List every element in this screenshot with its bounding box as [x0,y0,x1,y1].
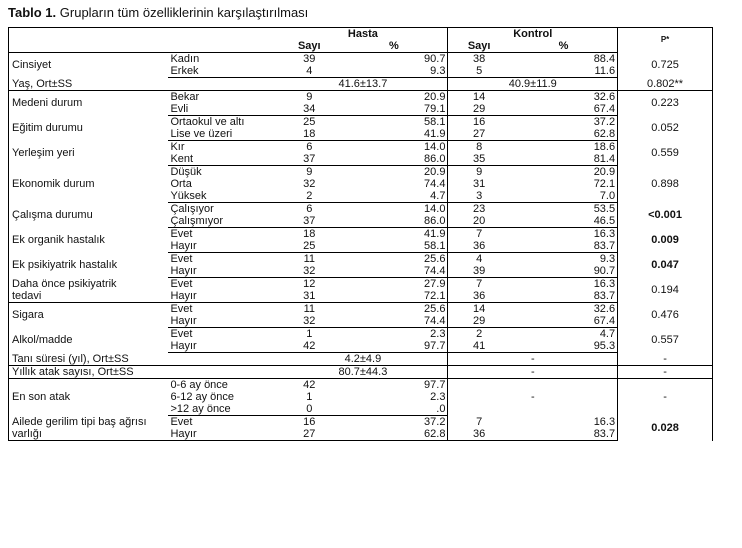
kontrol-percent: 16.3 [593,415,616,428]
hasta-percent: 74.4 [424,178,446,190]
hasta-percent: 97.7 [340,340,448,353]
kontrol-percent: 16.3 [593,228,616,240]
hasta-mean-sd: 4.2±4.9 [278,353,448,366]
kontrol-percent: 32.6 [593,91,616,103]
header-hasta: Hasta [278,28,448,41]
hasta-percent: 14.0 [424,141,446,153]
header-p: P* [618,28,713,53]
kontrol-percent: 16.3 [593,278,616,290]
header-kontrol: Kontrol [448,28,618,41]
hasta-percent: 74.4 [340,265,448,278]
kontrol-percent: 9.3 [599,253,616,265]
row-label-medeni: Medeni durum [9,91,169,116]
comparison-table [8,27,713,441]
kontrol-count: 41 [448,340,510,353]
kontrol-count: 9 [448,166,510,179]
kontrol-percent: 90.7 [510,265,618,278]
sub-label: Kır [170,141,185,153]
kontrol-percent: 4.7 [599,328,616,340]
hasta-percent: 79.1 [340,103,448,116]
row-label-alkol: Alkol/madde [9,328,169,353]
row-label-psikiyatrik: Ek psikiyatrik hastalık [9,253,169,278]
hasta-percent: 14.0 [424,203,446,215]
hasta-count: 39 [303,53,316,65]
hasta-percent: 2.3 [430,328,446,340]
row-label-tani: Tanı süresi (yıl), Ort±SS [9,353,279,366]
hasta-count: 31 [278,290,340,303]
table-row [9,53,713,66]
hasta-count: 25 [303,116,316,128]
sub-label: Çalışmıyor [168,215,278,228]
kontrol-value: - [448,379,618,416]
kontrol-count: 7 [448,416,510,429]
table-row [9,78,713,91]
hasta-count: 37 [278,215,340,228]
kontrol-count: 14 [448,91,510,104]
table-row [9,253,713,266]
hasta-percent: 2.3 [430,391,446,403]
sub-label: Evet [170,328,193,340]
hasta-count: 42 [303,379,316,391]
kontrol-percent: 83.7 [510,240,618,253]
row-label-yas: Yaş, Ort±SS [9,78,169,91]
table-row [9,290,713,303]
hasta-count: 12 [303,278,316,290]
hasta-percent: 97.7 [424,379,446,391]
sub-label: Çalışıyor [170,203,214,215]
p-value: 0.028 [618,416,713,441]
table-row [9,366,713,379]
p-value: <0.001 [618,203,713,228]
hasta-percent: 72.1 [340,290,448,303]
sub-label: Kent [168,153,278,166]
hasta-percent: 37.2 [424,416,446,428]
table-row [9,203,713,216]
row-label-sigara: Sigara [9,303,169,328]
kontrol-percent: 95.3 [510,340,618,353]
table-row [9,379,713,392]
hasta-count: 1 [306,328,313,340]
row-label-ekonomik: Ekonomik durum [9,166,169,203]
hasta-percent: 4.7 [340,190,448,203]
hasta-count: 32 [278,315,340,328]
hasta-count: 25 [278,240,340,253]
hasta-percent: 27.9 [424,278,446,290]
hasta-count: 2 [278,190,340,203]
kontrol-count: 31 [448,178,510,190]
p-value: - [618,366,713,379]
sub-label: Orta [170,178,192,190]
table-row [9,353,713,366]
p-value: 0.557 [618,328,713,353]
table-row [9,428,713,441]
table-row [9,416,713,429]
row-label-organik: Ek organik hastalık [9,228,169,253]
kontrol-count: 4 [448,253,510,266]
row-label-yerlesim: Yerleşim yeri [9,141,169,166]
header-kontrol-sayi: Sayı [448,40,510,53]
row-label-aile-line1: Ailede gerilim tipi baş ağrısı [9,416,169,429]
sub-label: 0-6 ay önce [170,379,228,391]
row-label-cinsiyet: Cinsiyet [9,53,169,78]
kontrol-percent: 18.6 [593,141,616,153]
kontrol-percent: 83.7 [510,428,618,441]
hasta-count: 18 [303,228,316,240]
row-label-atak: Yıllık atak sayısı, Ort±SS [9,366,279,379]
sub-label: Hayır [168,240,278,253]
hasta-mean-sd: 41.6±13.7 [278,78,448,91]
row-label-tedavi-line1: Daha önce psikiyatrik [9,278,169,291]
table-title-text: Grupların tüm özelliklerinin karşılaştırılması [56,5,309,20]
hasta-percent: 62.8 [340,428,448,441]
table-row [9,303,713,316]
p-value: 0.725 [618,53,713,78]
kontrol-count: 8 [448,141,510,154]
kontrol-count: 3 [448,190,510,203]
p-value: 0.009 [618,228,713,253]
kontrol-mean-sd: 40.9±11.9 [448,78,618,91]
hasta-count: 18 [278,128,340,141]
p-value: - [618,353,713,366]
kontrol-count: 23 [448,203,510,216]
kontrol-count: 27 [448,128,510,141]
sub-label: Kadın [170,53,200,65]
hasta-count: 6 [306,141,313,153]
hasta-count: 32 [278,265,340,278]
row-label-egitim: Eğitim durumu [9,116,169,141]
sub-label: Evet [170,416,193,428]
hasta-percent: 58.1 [424,116,446,128]
p-value: 0.047 [618,253,713,278]
sub-label: Hayır [168,428,278,441]
hasta-percent: .0 [340,403,448,416]
kontrol-count: 2 [448,328,510,341]
hasta-count: 27 [278,428,340,441]
hasta-percent: 41.9 [424,228,446,240]
row-label-calisma: Çalışma durumu [9,203,169,228]
kontrol-percent: 7.0 [510,190,618,203]
hasta-percent: 9.3 [340,65,448,78]
p-value: 0.559 [618,141,713,166]
kontrol-count: 29 [448,103,510,116]
kontrol-count: 36 [448,240,510,253]
sub-label: Evet [170,253,193,265]
table-row [9,328,713,341]
header-hasta-sayi: Sayı [278,40,340,53]
kontrol-count: 38 [448,53,510,66]
kontrol-percent: 53.5 [593,203,616,215]
table-title [8,5,308,20]
hasta-count: 11 [303,253,315,265]
kontrol-percent: 20.9 [593,166,616,178]
hasta-count: 16 [303,416,316,428]
table-row [9,228,713,241]
sub-label: Evet [170,228,193,240]
p-value: 0.898 [618,166,713,203]
p-value: - [618,379,713,416]
hasta-percent: 20.9 [424,166,446,178]
hasta-percent: 25.6 [424,253,446,265]
hasta-count: 34 [278,103,340,116]
sub-label: Yüksek [168,190,278,203]
kontrol-percent: 83.7 [510,290,618,303]
header-row-columns [9,40,713,53]
table-title-number: Tablo 1. [8,5,57,20]
hasta-count: 9 [306,91,313,103]
hasta-mean-sd: 80.7±44.3 [278,366,448,379]
hasta-count: 42 [278,340,340,353]
hasta-percent: 90.7 [424,53,446,65]
p-value: 0.194 [618,278,713,303]
kontrol-percent: 72.1 [593,178,616,190]
table-row [9,116,713,129]
hasta-count: 9 [306,166,313,178]
table-row [9,141,713,154]
kontrol-count: 7 [448,228,510,241]
hasta-percent: 74.4 [340,315,448,328]
kontrol-percent: 46.5 [510,215,618,228]
sub-label: Evet [170,303,193,315]
sub-label: 6-12 ay önce [170,391,235,403]
kontrol-count: 16 [448,116,510,129]
hasta-count: 37 [278,153,340,166]
hasta-count: 0 [278,403,340,416]
kontrol-value: - [448,366,618,379]
hasta-percent: 86.0 [340,215,448,228]
hasta-percent: 41.9 [340,128,448,141]
sub-label: Düşük [170,166,202,178]
kontrol-count: 20 [448,215,510,228]
table-row [9,166,713,179]
kontrol-count: 14 [448,303,510,316]
kontrol-percent: 88.4 [593,53,616,65]
hasta-percent: 25.6 [424,303,446,315]
header-row-groups [9,28,713,41]
sub-label: Lise ve üzeri [168,128,278,141]
sub-label: Erkek [168,65,278,78]
sub-label: Evet [170,278,193,290]
hasta-count: 32 [303,178,316,190]
kontrol-count: 5 [448,65,510,78]
hasta-count: 1 [306,391,313,403]
kontrol-percent: 62.8 [510,128,618,141]
table-row [9,278,713,291]
sub-label: Ortaokul ve altı [170,116,245,128]
sub-label: >12 ay önce [168,403,278,416]
kontrol-value: - [448,353,618,366]
kontrol-percent: 37.2 [593,116,616,128]
p-value: 0.052 [618,116,713,141]
row-label-aile-line2: varlığı [9,428,169,441]
header-kontrol-percent: % [510,40,618,53]
kontrol-percent: 67.4 [510,315,618,328]
row-label-tedavi-line2: tedavi [9,290,169,303]
kontrol-count: 39 [448,265,510,278]
hasta-percent: 20.9 [424,91,446,103]
kontrol-percent: 32.6 [593,303,616,315]
hasta-count: 4 [278,65,340,78]
sub-label: Bekar [170,91,200,103]
p-value: 0.476 [618,303,713,328]
sub-label: Evli [168,103,278,116]
hasta-percent: 58.1 [340,240,448,253]
kontrol-count: 7 [448,278,510,291]
p-value: 0.223 [618,91,713,116]
header-hasta-percent: % [340,40,448,53]
kontrol-percent: 67.4 [510,103,618,116]
sub-label: Hayır [168,340,278,353]
kontrol-count: 29 [448,315,510,328]
sub-label: Hayır [168,315,278,328]
kontrol-count: 36 [448,428,510,441]
kontrol-percent: 81.4 [510,153,618,166]
sub-label: Hayır [168,290,278,303]
kontrol-count: 36 [448,290,510,303]
sub-label: Hayır [168,265,278,278]
p-value: 0.802** [618,78,713,91]
kontrol-count: 35 [448,153,510,166]
hasta-count: 6 [306,203,313,215]
row-label-sonatak: En son atak [9,379,169,416]
hasta-percent: 86.0 [340,153,448,166]
hasta-count: 11 [303,303,315,315]
kontrol-percent: 11.6 [510,65,618,78]
table-row [9,91,713,104]
